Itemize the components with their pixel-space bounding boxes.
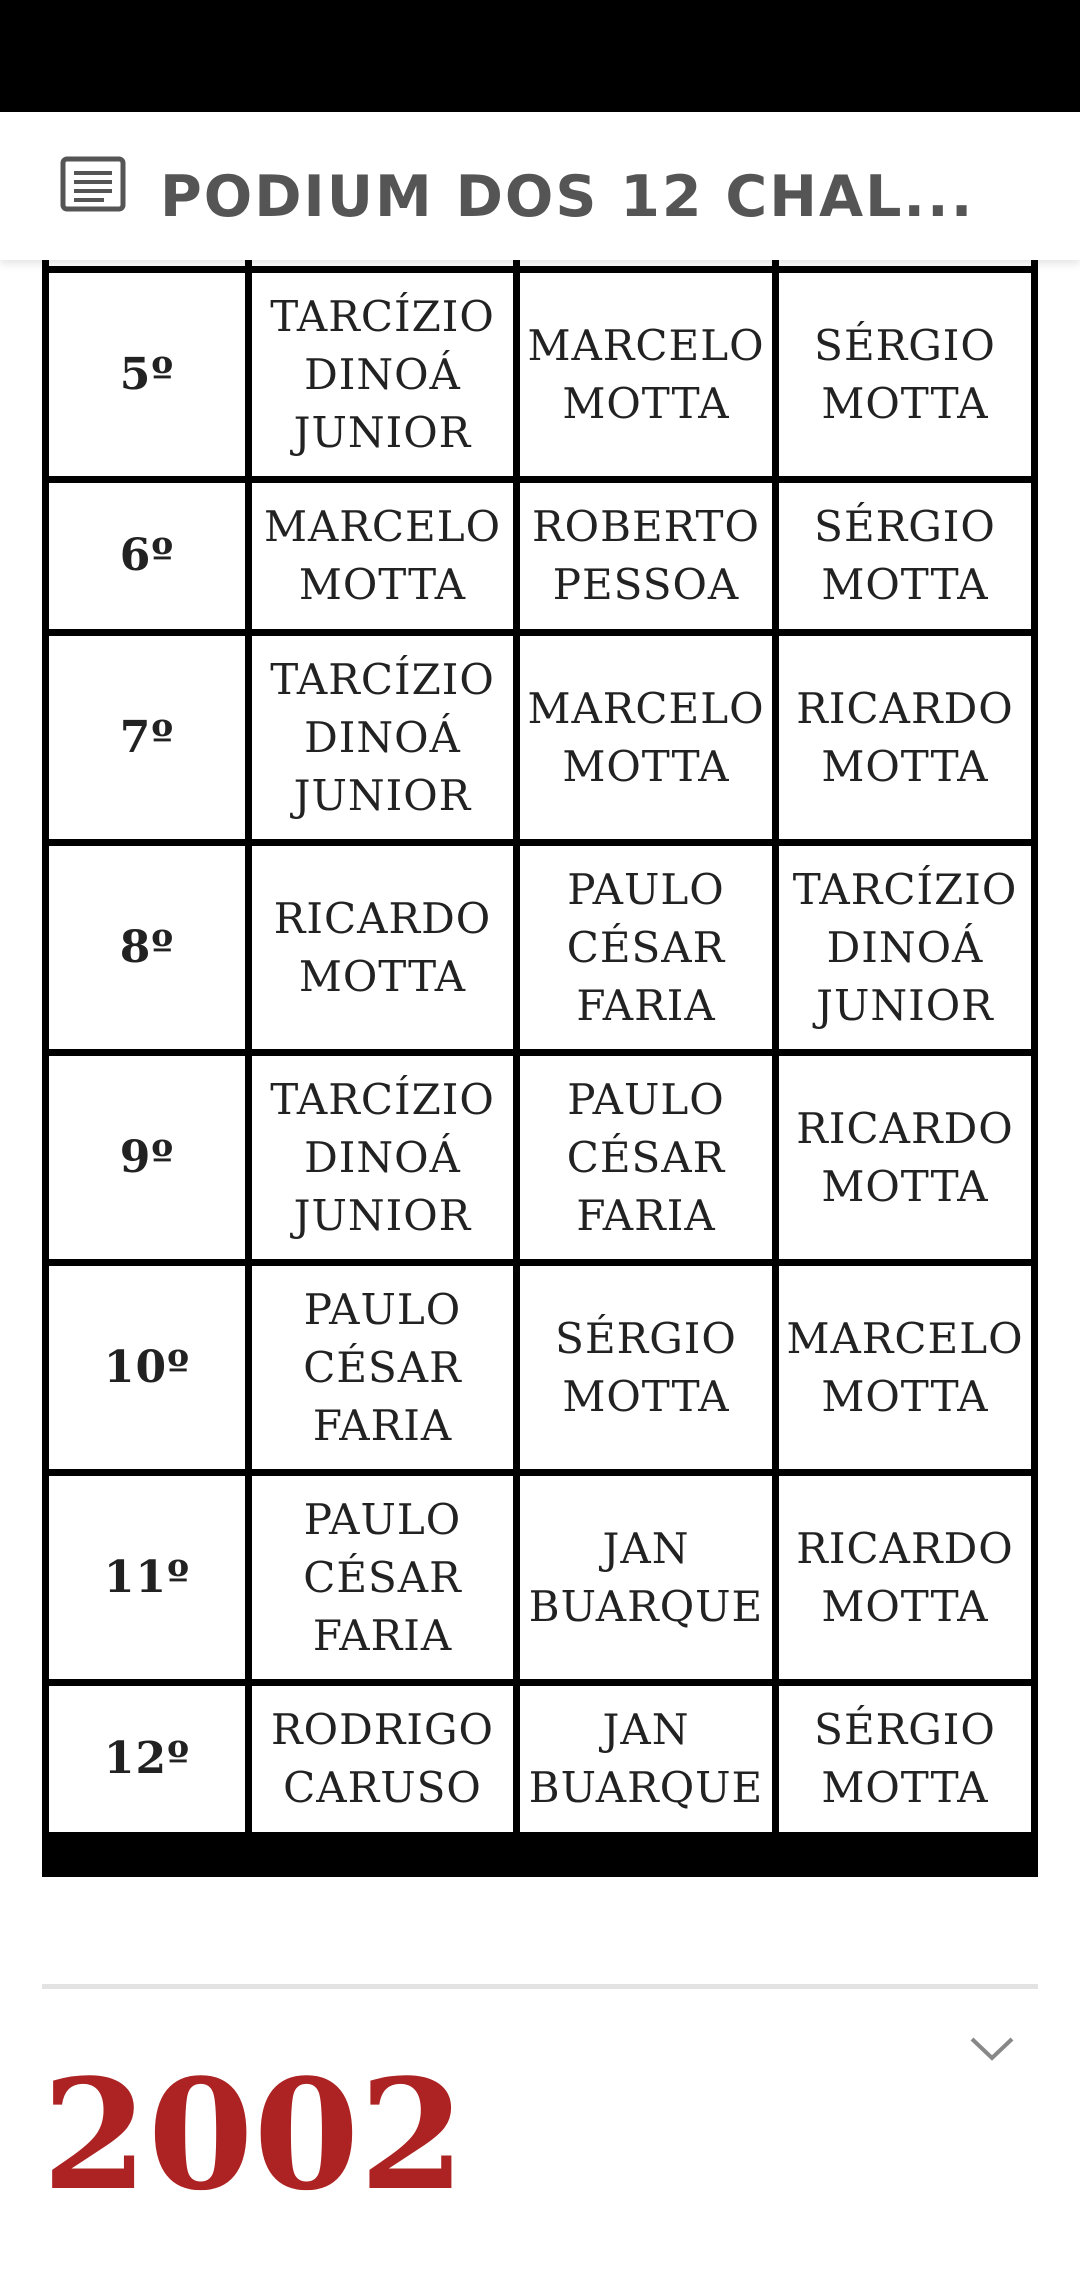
podium-table-container	[42, 252, 1038, 1877]
name-line: JUNIOR	[293, 1190, 472, 1240]
name-line: TARCÍZIO	[270, 291, 495, 341]
name-line: RICARDO	[796, 1523, 1014, 1573]
position-cell: 9º	[49, 1056, 245, 1259]
podium-place-3-cell	[779, 483, 1031, 629]
page-title: PODIUM DOS 12 CHAL...	[160, 164, 975, 230]
name-line: MARCELO	[527, 320, 765, 370]
name-line: MOTTA	[821, 1371, 989, 1421]
podium-place-2-cell	[520, 636, 772, 839]
app-header	[0, 112, 1080, 260]
podium-place-3-cell	[779, 1056, 1031, 1259]
name-line: MOTTA	[821, 378, 989, 428]
podium-place-2-cell	[520, 1266, 772, 1469]
name-line: SÉRGIO	[814, 320, 996, 370]
name-line: MOTTA	[821, 1161, 989, 1211]
name-line: MOTTA	[821, 1763, 989, 1812]
name-line: FARIA	[312, 1400, 453, 1450]
name-line: DINOÁ	[304, 1132, 461, 1182]
name-line: MOTTA	[562, 741, 730, 791]
podium-place-1-cell	[252, 1476, 513, 1679]
podium-place-2-cell	[520, 483, 772, 629]
name-line: RICARDO	[273, 893, 492, 943]
podium-place-3-cell	[779, 1686, 1031, 1832]
table-row	[49, 636, 1031, 839]
name-line: MOTTA	[821, 1581, 989, 1631]
name-line: CÉSAR	[566, 922, 726, 972]
name-line: FARIA	[576, 1190, 716, 1240]
name-line: JAN	[602, 1705, 690, 1754]
name-line: JAN	[602, 1523, 690, 1573]
name-line: SÉRGIO	[814, 1705, 996, 1754]
name-line: JUNIOR	[816, 980, 994, 1030]
table-row	[49, 1476, 1031, 1679]
name-line: TARCÍZIO	[270, 654, 495, 704]
position-cell: 10º	[49, 1266, 245, 1469]
podium-place-3-cell	[779, 846, 1031, 1049]
podium-place-1-cell	[252, 636, 513, 839]
name-line: RODRIGO	[271, 1705, 494, 1754]
podium-place-1-cell	[252, 483, 513, 629]
name-line: DINOÁ	[304, 712, 461, 762]
name-line: FARIA	[576, 980, 716, 1030]
table-cell-partial	[779, 259, 1031, 266]
name-line: CÉSAR	[566, 1132, 726, 1182]
name-line: JUNIOR	[293, 407, 472, 457]
name-line: PAULO	[303, 1494, 462, 1544]
name-line: PAULO	[567, 864, 725, 914]
position-cell: 6º	[49, 483, 245, 629]
name-line: MOTTA	[298, 951, 467, 1001]
name-line: BUARQUE	[528, 1581, 764, 1631]
chevron-down-icon[interactable]	[968, 2034, 1016, 2064]
position-cell: 11º	[49, 1476, 245, 1679]
name-line: PAULO	[567, 1074, 725, 1124]
table-cell-partial	[252, 259, 513, 266]
podium-place-1-cell	[252, 1056, 513, 1259]
menu-list-icon[interactable]	[60, 156, 126, 212]
name-line: PESSOA	[552, 560, 740, 609]
table-row	[49, 1056, 1031, 1259]
podium-place-1-cell	[252, 1686, 513, 1832]
podium-place-3-cell	[779, 273, 1031, 476]
podium-place-3-cell	[779, 1476, 1031, 1679]
table-row	[49, 1686, 1031, 1832]
podium-place-3-cell	[779, 1266, 1031, 1469]
name-line: MOTTA	[821, 741, 989, 791]
name-line: MOTTA	[562, 1371, 730, 1421]
name-line: DINOÁ	[826, 922, 984, 972]
table-cell-partial	[49, 259, 245, 266]
name-line: MOTTA	[298, 560, 467, 609]
year-heading: 2002	[42, 2045, 466, 2224]
name-line: MARCELO	[263, 502, 502, 551]
position-cell: 8º	[49, 846, 245, 1049]
name-line: TARCÍZIO	[270, 1074, 495, 1124]
podium-place-2-cell	[520, 1686, 772, 1832]
name-line: CÉSAR	[303, 1342, 462, 1392]
table-cell-partial	[520, 259, 772, 266]
name-line: MARCELO	[786, 1313, 1024, 1363]
table-row	[49, 483, 1031, 629]
table-row	[49, 846, 1031, 1049]
table-row	[49, 273, 1031, 476]
status-bar	[0, 0, 1080, 112]
name-line: TARCÍZIO	[792, 864, 1018, 914]
table-row	[49, 1266, 1031, 1469]
podium-place-2-cell	[520, 1476, 772, 1679]
podium-place-1-cell	[252, 273, 513, 476]
podium-place-2-cell	[520, 846, 772, 1049]
name-line: SÉRGIO	[814, 502, 996, 551]
name-line: DINOÁ	[304, 349, 461, 399]
name-line: JUNIOR	[293, 770, 472, 820]
position-cell: 5º	[49, 273, 245, 476]
name-line: MOTTA	[821, 560, 989, 609]
name-line: CARUSO	[283, 1763, 482, 1812]
podium-table	[42, 252, 1038, 1839]
name-line: ROBERTO	[532, 502, 760, 551]
podium-place-3-cell	[779, 636, 1031, 839]
podium-place-2-cell	[520, 1056, 772, 1259]
table-row-partial	[49, 259, 1031, 266]
name-line: RICARDO	[796, 683, 1014, 733]
name-line: CÉSAR	[303, 1552, 462, 1602]
name-line: MARCELO	[527, 683, 765, 733]
name-line: RICARDO	[796, 1103, 1014, 1153]
podium-place-1-cell	[252, 1266, 513, 1469]
name-line: MOTTA	[562, 378, 730, 428]
position-cell: 7º	[49, 636, 245, 839]
name-line: BUARQUE	[528, 1763, 764, 1812]
name-line: PAULO	[303, 1284, 462, 1334]
podium-place-2-cell	[520, 273, 772, 476]
section-divider	[42, 1984, 1038, 1989]
name-line: FARIA	[312, 1610, 453, 1660]
podium-place-1-cell	[252, 846, 513, 1049]
position-cell: 12º	[49, 1686, 245, 1832]
name-line: SÉRGIO	[555, 1313, 737, 1363]
